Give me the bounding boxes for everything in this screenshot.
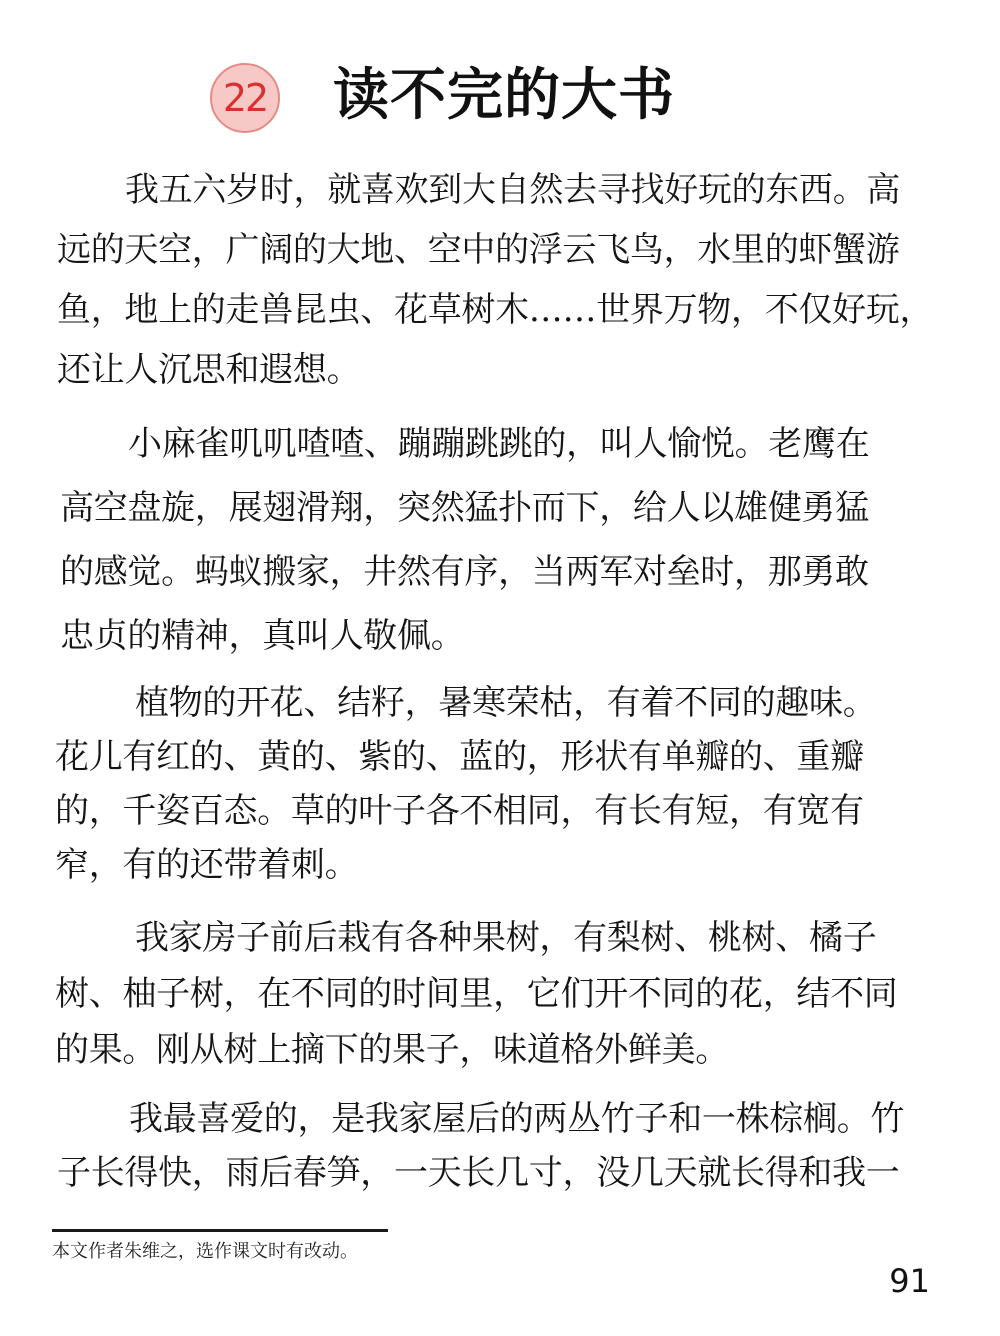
text-line: 的感觉。蚂蚁搬家，井然有序，当两军对垒时，那勇敢 xyxy=(60,552,869,592)
footnote-divider xyxy=(52,1229,388,1232)
text-line: 子长得快，雨后春笋，一天长几寸，没几天就长得和我一 xyxy=(57,1153,900,1193)
paragraph-1 xyxy=(57,160,933,400)
text-line: 的，千姿百态。草的叶子各不相同，有长有短，有宽有 xyxy=(55,791,864,831)
footnote: 本文作者朱维之，选作课文时有改动。 xyxy=(52,1241,358,1262)
text-line: 我最喜爱的，是我家屋后的两丛竹子和一株棕榈。竹 xyxy=(129,1099,905,1139)
text-line: 高空盘旋，展翅滑翔，突然猛扑而下，给人以雄健勇猛 xyxy=(60,488,869,528)
text-line: 我五六岁时，就喜欢到大自然去寻找好玩的东西。高 xyxy=(125,170,901,210)
lesson-number: 22 xyxy=(222,76,268,120)
paragraph-5 xyxy=(57,1092,904,1200)
lesson-number-badge xyxy=(210,63,280,133)
paragraph-4 xyxy=(55,910,898,1078)
text-line: 我家房子前后栽有各种果树，有梨树、桃树、橘子 xyxy=(135,918,877,958)
text-line: 花儿有红的、黄的、紫的、蓝的，形状有单瓣的、重瓣 xyxy=(55,737,864,777)
text-line: 树、柚子树，在不同的时间里，它们开不同的花，结不同 xyxy=(55,974,898,1014)
text-line: 植物的开花、结籽，暑寒荣枯，有着不同的趣味。 xyxy=(135,683,877,723)
text-line: 窄，有的还带着刺。 xyxy=(55,845,359,885)
paragraph-3 xyxy=(55,676,876,892)
text-line: 还让人沉思和遐想。 xyxy=(57,350,361,390)
text-line: 远的天空，广阔的大地、空中的浮云飞鸟，水里的虾蟹游 xyxy=(57,230,900,270)
text-line: 小麻雀叽叽喳喳、蹦蹦跳跳的，叫人愉悦。老鹰在 xyxy=(128,424,870,464)
text-line: 鱼，地上的走兽昆虫、花草树木……世界万物，不仅好玩， xyxy=(57,290,934,330)
text-line: 的果。刚从树上摘下的果子，味道格外鲜美。 xyxy=(55,1030,729,1070)
paragraph-2 xyxy=(60,412,869,668)
text-line: 忠贞的精神，真叫人敬佩。 xyxy=(60,616,465,656)
page-title: 读不完的大书 xyxy=(333,63,675,128)
page-number: 91 xyxy=(889,1262,930,1300)
